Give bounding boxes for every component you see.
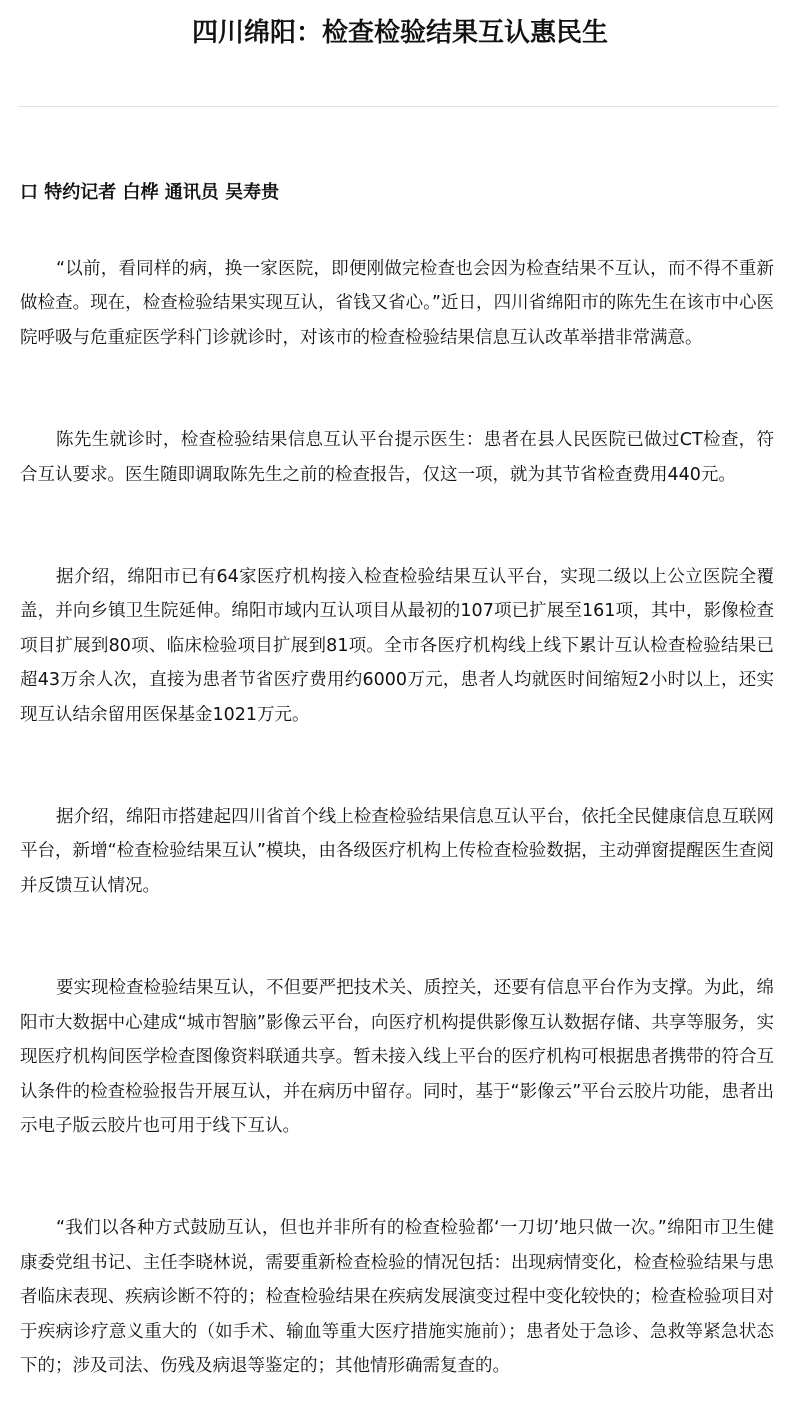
article-byline: 口 特约记者 白桦 通讯员 吴寿贵: [20, 182, 280, 203]
paragraph-1: “以前，看同样的病，换一家医院，即便刚做完检查也会因为检查结果不互认，而不得不重新做检查。现在，检查检验结果实现互认，省钱又省心。”近日，四川省绵阳市的陈先生在该市中心医院呼吸与危重症医学科门诊就诊时，对该市的检查检验结果信息互认改革举措非常满意。: [20, 259, 774, 348]
title-divider: [18, 106, 778, 107]
paragraph-3: 据介绍，绵阳市已有64家医疗机构接入检查检验结果互认平台，实现二级以上公立医院全覆盖，并向乡镇卫生院延伸。绵阳市域内互认项目从最初的107项已扩展至161项，其中，影像检查项目扩展到80项、临床检验项目扩展到81项。全市各医疗机构线上线下累计互认检查检验结果已超43万余人次，直接为患者节省医疗费用约6000万元，患者人均就医时间缩短2小时以上，还实现互认结余留用医保基金1021万元。: [20, 567, 774, 725]
article-body: [20, 252, 774, 1383]
paragraph-5: 要实现检查检验结果互认，不但要严把技术关、质控关，还要有信息平台作为支撑。为此，绵阳市大数据中心建成“城市智脑”影像云平台，向医疗机构提供影像互认数据存储、共享等服务，实现医疗机构间医学检查图像资料联通共享。暂未接入线上平台的医疗机构可根据患者携带的符合互认条件的检查检验报告开展互认，并在病历中留存。同时，基于“影像云”平台云胶片功能，患者出示电子版云胶片也可用于线下互认。: [20, 978, 774, 1136]
article-title: 四川绵阳：检查检验结果互认惠民生: [191, 18, 608, 48]
paragraph-2: 陈先生就诊时，检查检验结果信息互认平台提示医生：患者在县人民医院已做过CT检查，符合互认要求。医生随即调取陈先生之前的检查报告，仅这一项，就为其节省检查费用440元。: [20, 430, 774, 485]
paragraph-6: “我们以各种方式鼓励互认，但也并非所有的检查检验都‘一刀切’地只做一次。”绵阳市卫生健康委党组书记、主任李晓林说，需要重新检查检验的情况包括：出现病情变化，检查检验结果与患者临床表现、疾病诊断不符的；检查检验结果在疾病发展演变过程中变化较快的；检查检验项目对于疾病诊疗意义重大的（如手术、输血等重大医疗措施实施前）；患者处于急诊、急救等紧急状态下的；涉及司法、伤残及病退等鉴定的；其他情形确需复查的。: [20, 1218, 774, 1376]
paragraph-4: 据介绍，绵阳市搭建起四川省首个线上检查检验结果信息互认平台，依托全民健康信息互联网平台，新增“检查检验结果互认”模块，由各级医疗机构上传检查检验数据，主动弹窗提醒医生查阅并反馈互认情况。: [20, 807, 774, 896]
